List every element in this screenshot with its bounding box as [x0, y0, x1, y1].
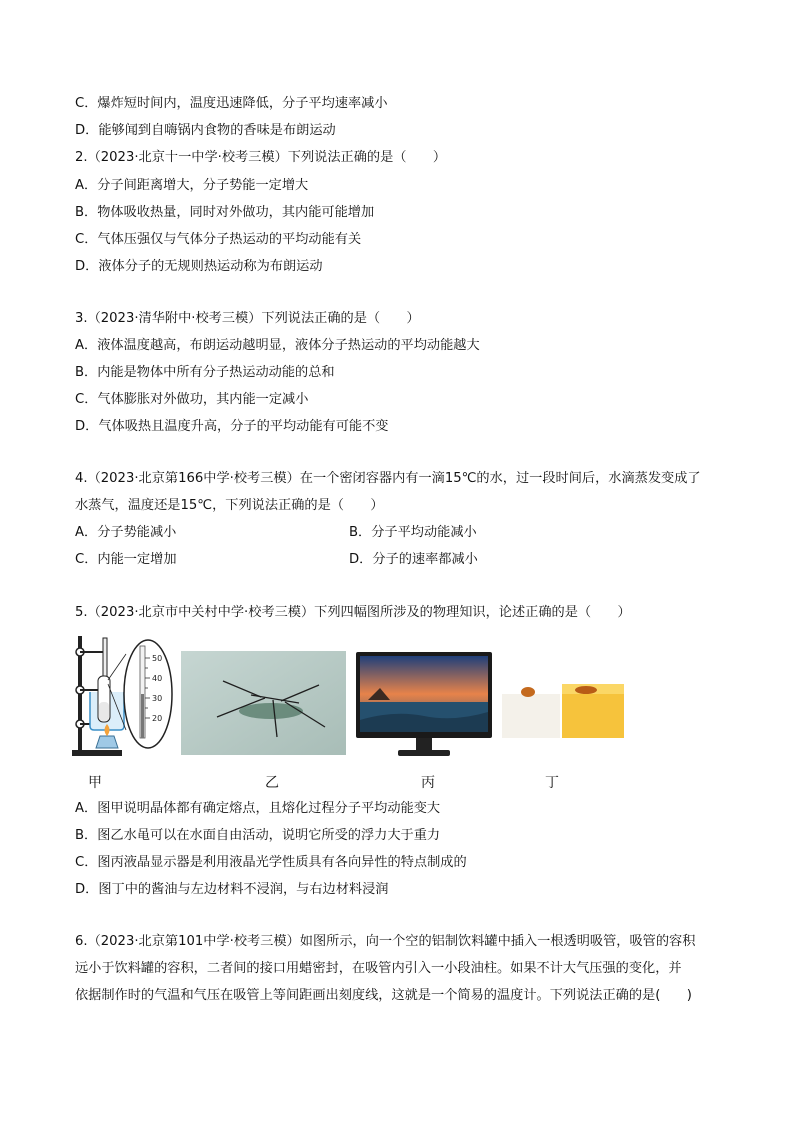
q3-option-d: D．气体吸热且温度升高，分子的平均动能有可能不变: [75, 419, 389, 434]
caption-yi: 乙: [265, 775, 279, 791]
q6-stem-line2: 远小于饮料罐的容积，二者间的接口用蜡密封，在吸管内引入一小段油柱。如果不计大气压强的变化，并: [75, 961, 682, 976]
q5-option-a: A．图甲说明晶体都有确定熔点，且熔化过程分子平均动能变大: [75, 801, 441, 816]
q4-stem-line1: 4.（2023·北京第166中学·校考三模）在一个密闭容器内有一滴15℃的水，过一段时间后，水滴蒸发变成了: [75, 471, 701, 486]
q4-option-b: B．分子平均动能减小: [349, 525, 477, 540]
q2-stem: 2.（2023·北京十一中学·校考三模）下列说法正确的是（ ）: [75, 150, 447, 165]
caption-jia: 甲: [88, 775, 102, 791]
scale-label-40: 40: [152, 674, 163, 683]
scale-label-20: 20: [152, 714, 163, 723]
q1-option-d: D．能够闻到自嗨锅内食物的香味是布朗运动: [75, 123, 336, 138]
q2-option-b: B．物体吸收热量，同时对外做功，其内能可能增加: [75, 205, 375, 220]
figure-bing-lcd-monitor: [354, 650, 494, 762]
q4-option-c: C．内能一定增加: [75, 552, 177, 567]
figure-jia-apparatus: [70, 632, 176, 760]
q3-option-c: C．气体膨胀对外做功，其内能一定减小: [75, 392, 309, 407]
wetting-drawing: [502, 682, 626, 738]
q4-stem-line2: 水蒸气，温度还是15℃，下列说法正确的是（ ）: [75, 498, 384, 513]
q2-option-d: D．液体分子的无规则热运动称为布朗运动: [75, 259, 323, 274]
q5-option-c: C．图丙液晶显示器是利用液晶光学性质具有各向异性的特点制成的: [75, 855, 467, 870]
q2-option-c: C．气体压强仅与气体分子热运动的平均动能有关: [75, 232, 362, 247]
monitor-drawing: [354, 650, 494, 762]
scale-label-50: 50: [152, 654, 163, 663]
q3-option-a: A．液体温度越高，布朗运动越明显，液体分子热运动的平均动能越大: [75, 338, 480, 353]
water-strider-drawing: [181, 651, 346, 755]
q2-option-a: A．分子间距离增大，分子势能一定增大: [75, 178, 309, 193]
q6-stem-line3: 依据制作时的气温和气压在吸管上等间距画出刻度线，这就是一个简易的温度计。下列说法正确的是( ): [75, 988, 692, 1003]
q4-option-a: A．分子势能减小: [75, 525, 177, 540]
caption-bing: 丙: [421, 775, 435, 791]
q4-option-d: D．分子的速率都减小: [349, 552, 478, 567]
caption-ding: 丁: [545, 775, 559, 791]
q3-option-b: B．内能是物体中所有分子热运动动能的总和: [75, 365, 335, 380]
q3-stem: 3.（2023·清华附中·校考三模）下列说法正确的是（ ）: [75, 311, 420, 326]
apparatus-drawing: [70, 632, 176, 760]
q1-option-c: C．爆炸短时间内，温度迅速降低，分子平均速率减小: [75, 96, 388, 111]
figure-ding-wetting: [502, 682, 626, 738]
scale-label-30: 30: [152, 694, 163, 703]
figure-yi-water-strider: [181, 651, 346, 755]
q5-option-d: D．图丁中的酱油与左边材料不浸润，与右边材料浸润: [75, 882, 389, 897]
q5-stem: 5.（2023·北京市中关村中学·校考三模）下列四幅图所涉及的物理知识，论述正确的是（ ）: [75, 605, 631, 620]
q5-option-b: B．图乙水黾可以在水面自由活动，说明它所受的浮力大于重力: [75, 828, 441, 843]
q6-stem-line1: 6.（2023·北京第101中学·校考三模）如图所示，向一个空的铝制饮料罐中插入一根透明吸管，吸管的容积: [75, 934, 696, 949]
